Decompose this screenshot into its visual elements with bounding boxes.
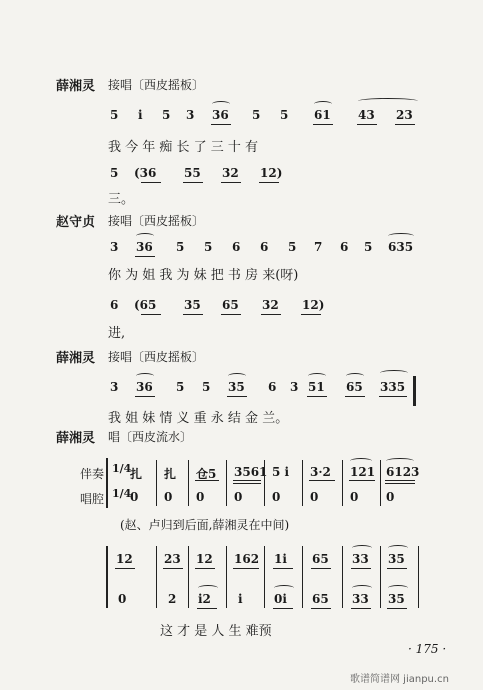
barline: [226, 546, 227, 608]
note: 5: [176, 240, 185, 254]
note: 35: [184, 298, 201, 312]
slur: [358, 98, 418, 104]
underline: [195, 480, 219, 481]
note: 33: [352, 592, 369, 606]
stage-direction: (赵、卢归到后面,薛湘灵在中间): [120, 518, 290, 532]
barline: [302, 460, 303, 506]
note: 5: [110, 166, 119, 180]
underline: [345, 396, 365, 397]
note: 65: [346, 380, 363, 394]
cue-label: 唱〔西皮流水〕: [108, 430, 193, 444]
note: 5: [288, 240, 297, 254]
lyric-line: 你 为 姐 我 为 妹 把 书 房 来(呀): [108, 268, 299, 283]
underline: [301, 314, 321, 315]
underline: [163, 568, 183, 569]
barline: [418, 546, 419, 608]
note: 5: [110, 108, 119, 122]
cue-label: 接唱〔西皮摇板〕: [108, 214, 205, 228]
underline: [141, 314, 161, 315]
note: 55: [184, 166, 201, 180]
barline: [226, 460, 227, 506]
note: 162: [234, 552, 260, 566]
note: 335: [380, 380, 406, 394]
note: (65: [134, 298, 157, 312]
note: 3: [186, 108, 195, 122]
note: 0: [196, 490, 205, 504]
slur: [388, 233, 414, 239]
note: 6123: [386, 465, 420, 479]
note: 6: [260, 240, 269, 254]
underline: [141, 182, 161, 183]
slur: [198, 585, 218, 591]
note: 12: [116, 552, 133, 566]
note: 61: [314, 108, 331, 122]
instrument-label: 伴奏: [80, 467, 105, 481]
slur: [380, 370, 408, 376]
note: 3: [290, 380, 299, 394]
note: 5: [204, 240, 213, 254]
underline: [349, 480, 375, 481]
double-barline: [413, 376, 416, 406]
time-signature: 1/4: [112, 487, 132, 500]
slur: [274, 585, 294, 591]
slur: [136, 373, 154, 379]
note: 3·2: [310, 465, 331, 479]
slur: [346, 373, 364, 379]
slur: [308, 373, 326, 379]
note: 0: [130, 490, 139, 504]
note: 35: [388, 552, 405, 566]
note: 65: [312, 552, 329, 566]
underline: [261, 314, 281, 315]
barline: [156, 460, 157, 506]
note: 121: [350, 465, 376, 479]
underline: [233, 483, 261, 484]
slur: [388, 545, 408, 551]
note: 65: [222, 298, 239, 312]
system-bracket: [106, 458, 108, 508]
note: 3561: [234, 465, 268, 479]
underline: [357, 124, 377, 125]
underline: [183, 182, 203, 183]
underline: [135, 256, 155, 257]
note: 0: [234, 490, 243, 504]
note: 扎: [164, 467, 177, 481]
lyric-line: 这 才 是 人 生 难预: [160, 624, 272, 639]
note: 0: [118, 592, 127, 606]
watermark: 歌谱简谱网 jianpu.cn: [350, 674, 449, 685]
time-signature: 1/4: [112, 462, 132, 475]
underline: [385, 480, 415, 481]
note: 43: [358, 108, 375, 122]
note: 5: [202, 380, 211, 394]
underline: [227, 396, 247, 397]
underline: [195, 568, 215, 569]
note: 5: [252, 108, 261, 122]
note: 5: [280, 108, 289, 122]
underline: [395, 124, 415, 125]
cue-label: 接唱〔西皮摇板〕: [108, 78, 205, 92]
barline: [380, 546, 381, 608]
underline: [313, 124, 333, 125]
underline: [311, 608, 331, 609]
note: 23: [396, 108, 413, 122]
role-label: 薛湘灵: [56, 79, 96, 94]
note: 6: [110, 298, 119, 312]
voice-label: 唱腔: [80, 492, 105, 506]
slur: [212, 101, 230, 107]
note: 12): [260, 166, 283, 180]
note: 5 i: [272, 465, 290, 479]
underline: [135, 396, 155, 397]
note: 6: [268, 380, 277, 394]
note: 0: [272, 490, 281, 504]
note: 32: [262, 298, 279, 312]
underline: [311, 568, 331, 569]
note: 23: [164, 552, 181, 566]
lyric-line: 我 姐 妹 情 义 重 永 结 金 兰。: [108, 411, 289, 426]
note: 36: [136, 240, 153, 254]
slur: [386, 458, 414, 464]
underline: [351, 608, 371, 609]
underline: [309, 480, 335, 481]
slur: [136, 233, 154, 239]
note: 3: [110, 240, 119, 254]
underline: [221, 182, 241, 183]
slur: [388, 585, 408, 591]
note: 51: [308, 380, 325, 394]
note: 35: [228, 380, 245, 394]
underline: [115, 568, 135, 569]
barline: [188, 546, 189, 608]
note: i2: [198, 592, 211, 606]
barline: [264, 546, 265, 608]
underline: [183, 314, 203, 315]
note: 635: [388, 240, 414, 254]
role-label: 薛湘灵: [56, 431, 96, 446]
note: (36: [134, 166, 157, 180]
note: 32: [222, 166, 239, 180]
underline: [273, 608, 293, 609]
barline: [380, 460, 381, 506]
slur: [350, 458, 372, 464]
lyric-line: 进,: [108, 326, 126, 341]
underline: [233, 480, 261, 481]
underline: [221, 314, 241, 315]
note: 65: [312, 592, 329, 606]
system-bracket: [106, 546, 108, 608]
underline: [387, 608, 407, 609]
slur: [314, 101, 332, 107]
note: 5: [176, 380, 185, 394]
lyric-line: 三。: [108, 192, 135, 207]
barline: [342, 460, 343, 506]
page-number: · 175 ·: [408, 642, 447, 656]
underline: [273, 568, 293, 569]
note: 12): [302, 298, 325, 312]
underline: [387, 568, 407, 569]
note: 36: [136, 380, 153, 394]
role-label: 赵守贞: [56, 215, 96, 230]
note: 2: [168, 592, 177, 606]
cue-label: 接唱〔西皮摇板〕: [108, 350, 205, 364]
barline: [302, 546, 303, 608]
note: 12: [196, 552, 213, 566]
slur: [352, 585, 372, 591]
note: 0: [386, 490, 395, 504]
note: 35: [388, 592, 405, 606]
note: i: [238, 592, 243, 606]
slur: [352, 545, 372, 551]
underline: [197, 608, 217, 609]
note: i: [138, 108, 143, 122]
underline: [351, 568, 371, 569]
note: 仓5: [196, 467, 217, 481]
note: 0: [310, 490, 319, 504]
role-label: 薛湘灵: [56, 351, 96, 366]
note: 0: [350, 490, 359, 504]
note: 5: [162, 108, 171, 122]
note: 6: [232, 240, 241, 254]
underline: [307, 396, 327, 397]
underline: [259, 182, 279, 183]
note: 5: [364, 240, 373, 254]
underline: [211, 124, 231, 125]
barline: [188, 460, 189, 506]
underline: [385, 483, 415, 484]
underline: [233, 568, 259, 569]
note: 扎: [130, 467, 143, 481]
note: 0: [164, 490, 173, 504]
note: 6: [340, 240, 349, 254]
lyric-line: 我 今 年 痴 长 了 三 十 有: [108, 140, 259, 155]
slur: [228, 373, 246, 379]
note: 1i: [274, 552, 287, 566]
barline: [342, 546, 343, 608]
note: 0i: [274, 592, 287, 606]
barline: [156, 546, 157, 608]
note: 36: [212, 108, 229, 122]
note: 7: [314, 240, 323, 254]
note: 33: [352, 552, 369, 566]
underline: [379, 396, 407, 397]
barline: [264, 460, 265, 506]
note: 3: [110, 380, 119, 394]
